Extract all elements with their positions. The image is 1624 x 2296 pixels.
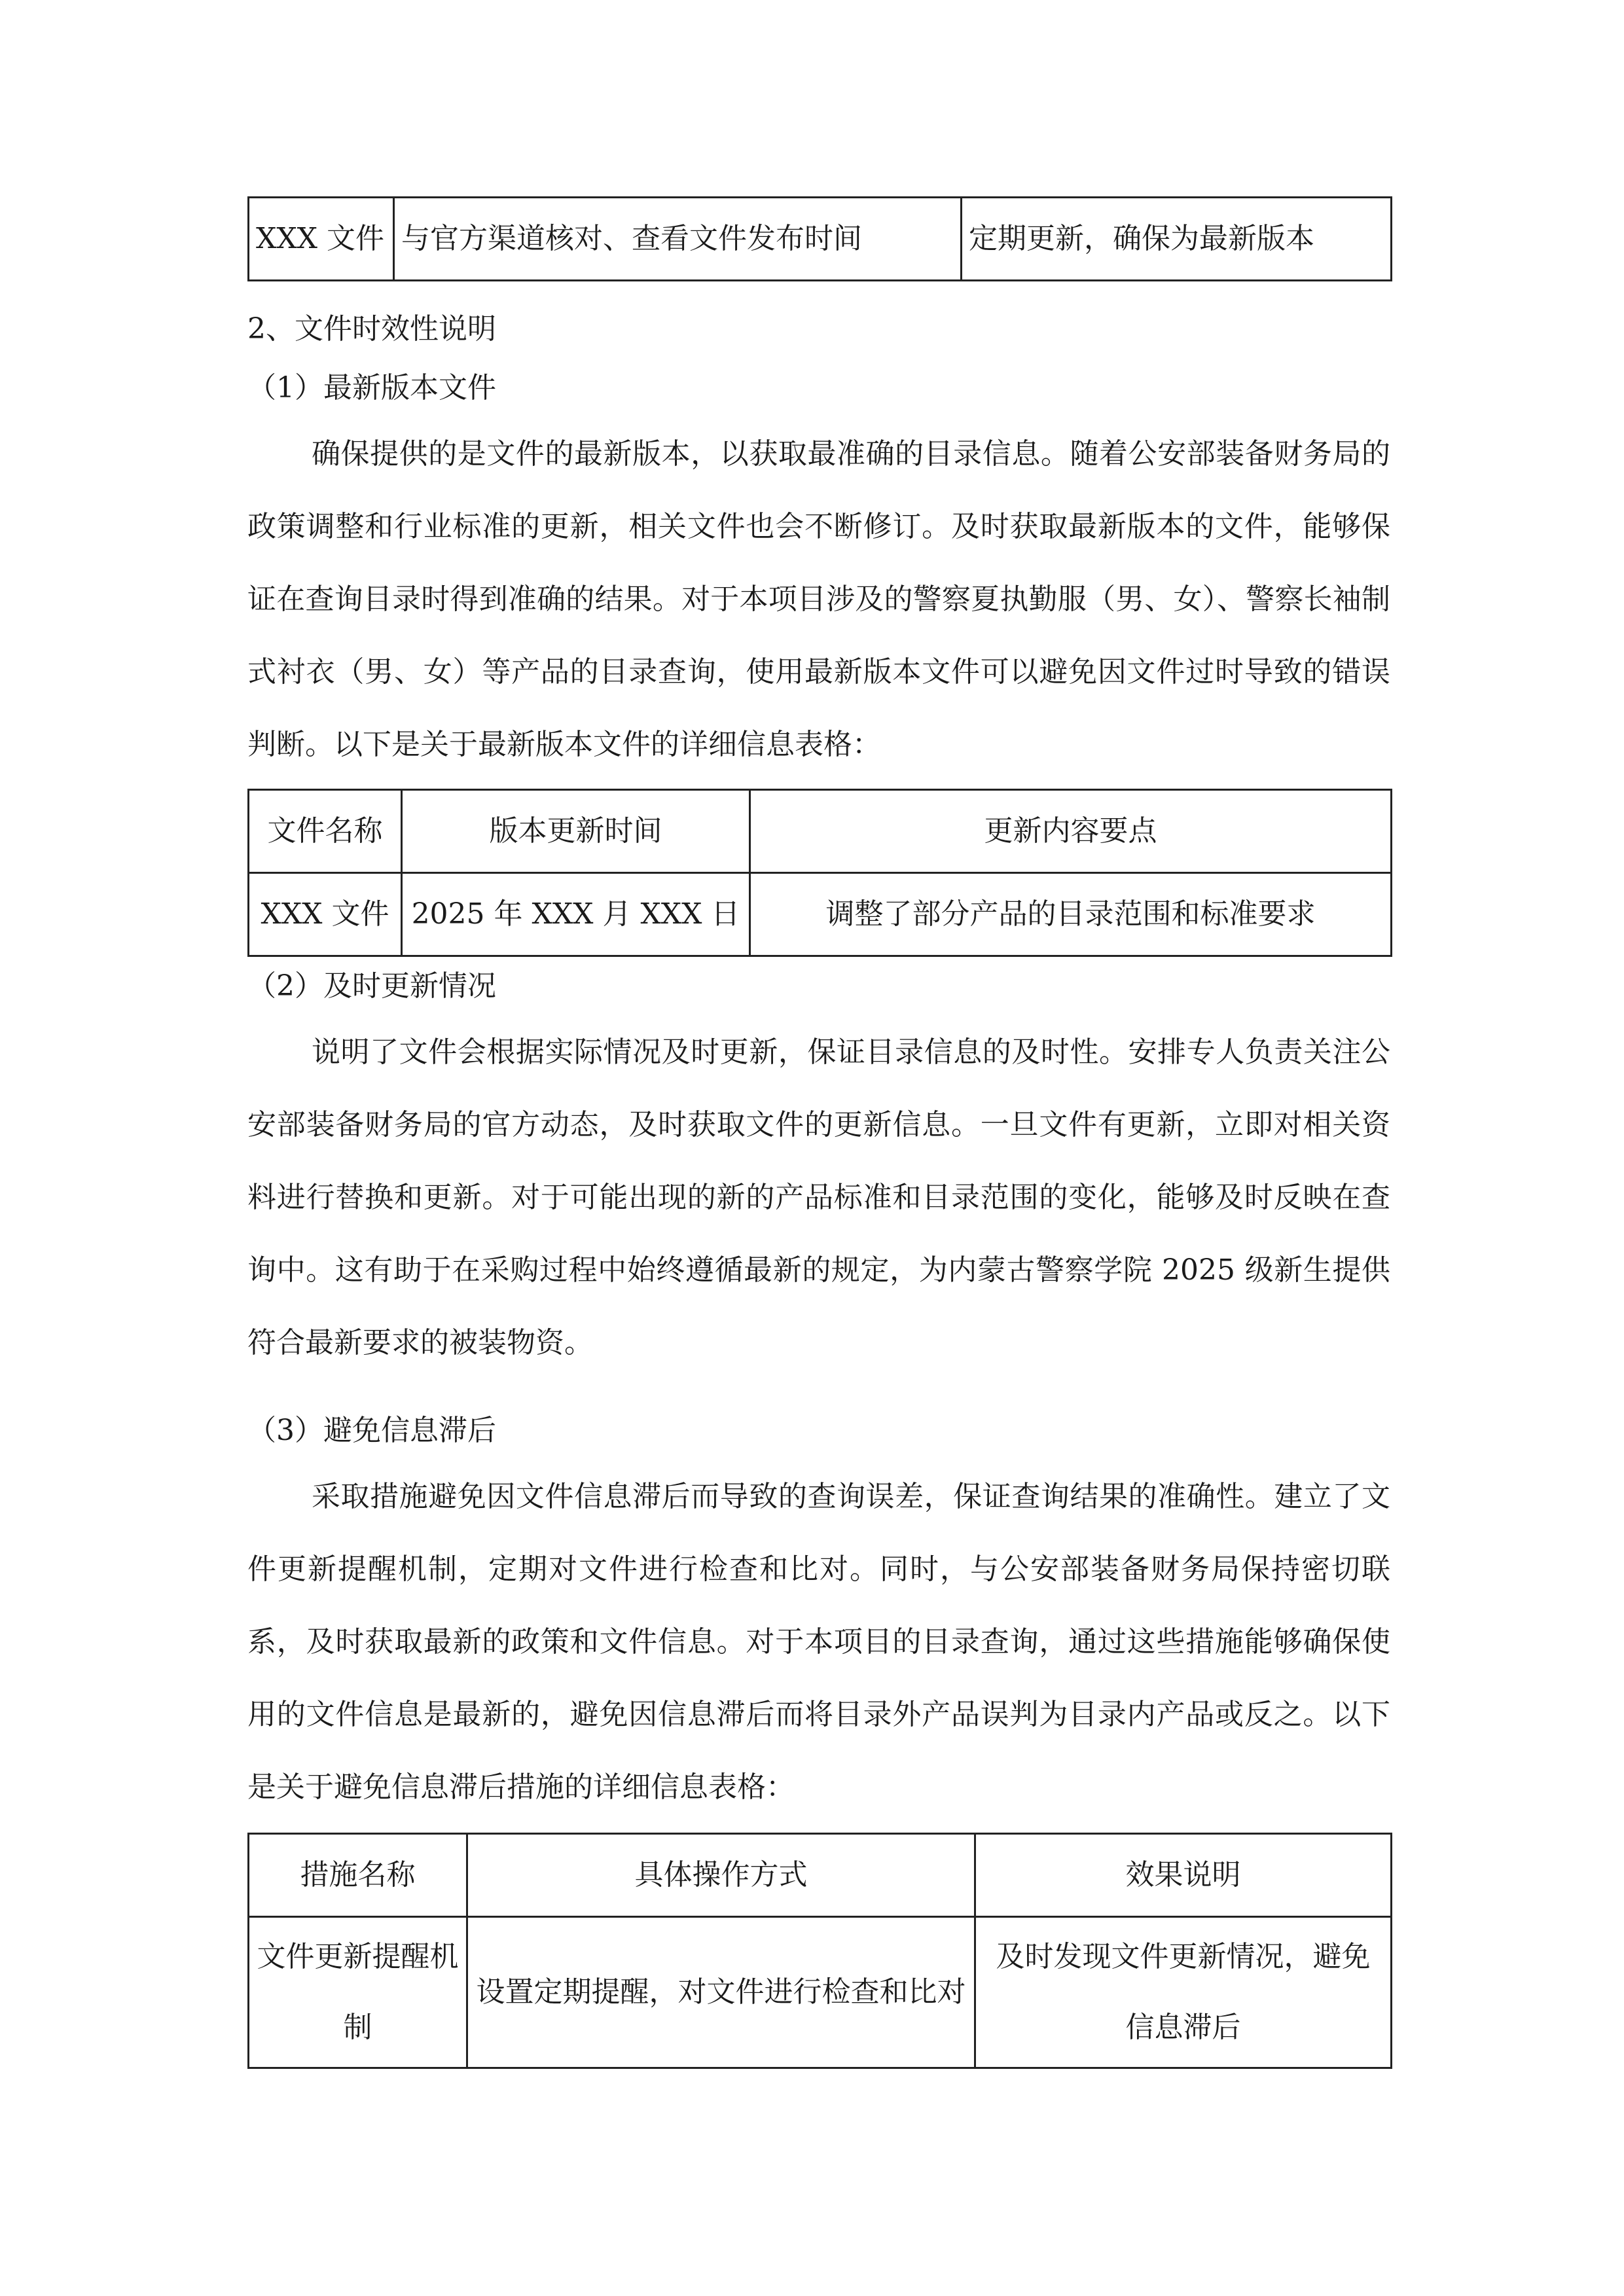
- table-header-row: [249, 1834, 1392, 1917]
- table-cell: 2025 年 XXX 月 XXX 日: [402, 873, 750, 956]
- column-header: 具体操作方式: [467, 1834, 975, 1917]
- body-paragraph: 确保提供的是文件的最新版本，以获取最准确的目录信息。随着公安部装备财务局的政策调整和行业标准的更新，相关文件也会不断修订。及时获取最新版本的文件，能够保证在查询目录时得到准确的结果。对于本项目涉及的警察夏执勤服（男、女）、警察长袖制式衬衣（男、女）等产品的目录查询，使用最新版本文件可以避免因文件过时导致的错误判断。以下是关于最新版本文件的详细信息表格：: [247, 437, 1390, 761]
- column-header: 文件名称: [249, 790, 402, 873]
- table-cell: XXX 文件: [249, 198, 394, 281]
- table-cell: 文件更新提醒机制: [249, 1917, 467, 2068]
- table-cell: 调整了部分产品的目录范围和标准要求: [750, 873, 1392, 956]
- table-cell: 与官方渠道核对、查看文件发布时间: [394, 198, 962, 281]
- subsection-heading: （2）及时更新情况: [247, 969, 496, 1003]
- document-page: [247, 196, 1390, 2069]
- verification-table: [247, 196, 1392, 281]
- table-header-row: [249, 790, 1392, 873]
- table-cell: 及时发现文件更新情况，避免信息滞后: [975, 1917, 1392, 2068]
- measures-table: [247, 1833, 1392, 2069]
- subsection-heading: （1）最新版本文件: [247, 371, 496, 404]
- body-paragraph: 说明了文件会根据实际情况及时更新，保证目录信息的及时性。安排专人负责关注公安部装备财务局的官方动态，及时获取文件的更新信息。一旦文件有更新，立即对相关资料进行替换和更新。对于可能出现的新的产品标准和目录范围的变化，能够及时反映在查询中。这有助于在采购过程中始终遵循最新的规定，为内蒙古警察学院 2025 级新生提供符合最新要求的被装物资。: [247, 1035, 1390, 1359]
- table-row: [249, 198, 1392, 281]
- latest-version-table: [247, 789, 1392, 957]
- section-title: 2、文件时效性说明: [247, 312, 496, 346]
- table-row: [249, 1917, 1392, 2068]
- column-header: 效果说明: [975, 1834, 1392, 1917]
- body-paragraph: 采取措施避免因文件信息滞后而导致的查询误差，保证查询结果的准确性。建立了文件更新提醒机制，定期对文件进行检查和比对。同时，与公安部装备财务局保持密切联系，及时获取最新的政策和文件信息。对于本项目的目录查询，通过这些措施能够确保使用的文件信息是最新的，避免因信息滞后而将目录外产品误判为目录内产品或反之。以下是关于避免信息滞后措施的详细信息表格：: [247, 1480, 1390, 1804]
- subsection-heading: （3）避免信息滞后: [247, 1414, 496, 1447]
- table-cell: 定期更新，确保为最新版本: [962, 198, 1392, 281]
- column-header: 版本更新时间: [402, 790, 750, 873]
- table-cell: XXX 文件: [249, 873, 402, 956]
- table-cell: 设置定期提醒，对文件进行检查和比对: [467, 1917, 975, 2068]
- table-row: [249, 873, 1392, 956]
- column-header: 措施名称: [249, 1834, 467, 1917]
- column-header: 更新内容要点: [750, 790, 1392, 873]
